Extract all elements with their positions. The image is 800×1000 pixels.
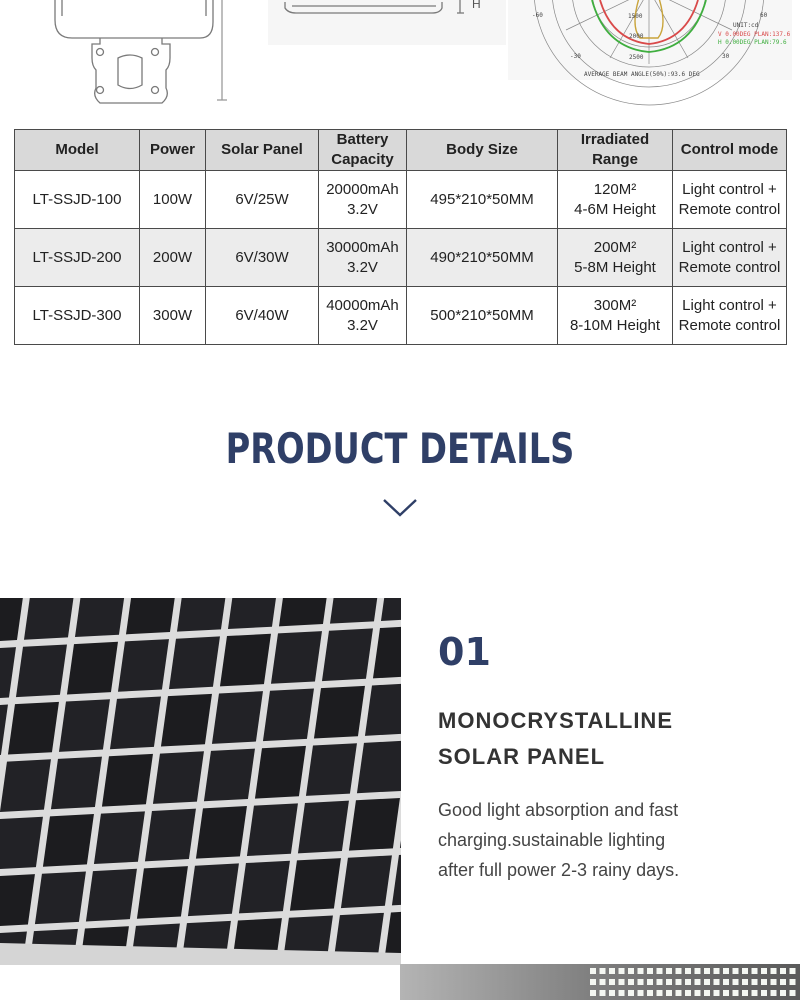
- top-drawings: [0, 0, 800, 128]
- header-power: Power: [140, 130, 206, 171]
- spec-table: [14, 129, 787, 345]
- cell-range: 120M² 4-6M Height: [558, 171, 673, 229]
- angle-label: 60: [760, 12, 768, 19]
- header-model: Model: [15, 130, 140, 171]
- chart-caption: AVERAGE BEAM ANGLE(50%):93.6 DEG: [584, 71, 700, 78]
- led-chip: [647, 968, 653, 974]
- led-chip: [685, 990, 691, 996]
- section-title: PRODUCT DETAILS: [225, 424, 575, 473]
- led-chip: [723, 979, 729, 985]
- led-chip: [742, 968, 748, 974]
- led-chip: [657, 979, 663, 985]
- solar-cell: [118, 639, 169, 692]
- cell-range: 200M² 5-8M Height: [558, 229, 673, 287]
- cell-solar-panel: 6V/30W: [206, 229, 319, 287]
- solar-cell: [177, 598, 228, 632]
- solar-cell: [381, 598, 401, 621]
- solar-cell: [16, 644, 67, 697]
- solar-cell: [341, 855, 392, 908]
- angle-label: -30: [570, 53, 581, 60]
- led-chip: [619, 968, 625, 974]
- height-label: H: [472, 0, 481, 11]
- legend-item: V 0.00DEG PLAN:137.6: [718, 31, 791, 38]
- solar-cell: [43, 814, 94, 867]
- led-chip: [761, 968, 767, 974]
- feature-description: [438, 795, 783, 885]
- solar-cell: [239, 861, 290, 914]
- led-chip: [704, 968, 710, 974]
- led-chip: [695, 990, 701, 996]
- solar-cell: [357, 741, 401, 794]
- feature-description-line: Good light absorption and fast: [438, 800, 679, 820]
- solar-cell: [86, 869, 137, 922]
- led-chip: [638, 979, 644, 985]
- solar-cell: [290, 858, 341, 911]
- led-chip: [790, 990, 796, 996]
- led-chip: [609, 968, 615, 974]
- legend-title: UNIT:cd: [733, 22, 759, 29]
- led-chip: [771, 968, 777, 974]
- led-chip: [752, 968, 758, 974]
- led-chip: [647, 979, 653, 985]
- led-chip: [771, 979, 777, 985]
- cell-range: 300M² 8-10M Height: [558, 287, 673, 345]
- led-chip: [609, 979, 615, 985]
- cell-power: 100W: [140, 171, 206, 229]
- led-chip: [723, 968, 729, 974]
- led-chip: [685, 979, 691, 985]
- solar-cell: [145, 809, 196, 862]
- led-chip: [628, 968, 634, 974]
- led-chip: [780, 990, 786, 996]
- solar-cell: [8, 702, 59, 755]
- angle-label: 30: [722, 53, 730, 60]
- solar-cell: [322, 628, 373, 681]
- solar-cell: [0, 759, 51, 812]
- solar-cell: [0, 817, 43, 870]
- led-chip: [704, 990, 710, 996]
- led-chip: [638, 990, 644, 996]
- solar-cell: [220, 634, 271, 687]
- solar-cell: [51, 757, 102, 810]
- led-chip: [600, 979, 606, 985]
- cell-control-mode: Light control + Remote control: [673, 287, 787, 345]
- header-battery-capacity: Battery Capacity: [319, 130, 407, 171]
- solar-cell: [349, 798, 400, 851]
- solar-cell: [279, 598, 330, 626]
- led-chip: [752, 979, 758, 985]
- led-chip: [761, 990, 767, 996]
- led-chip: [619, 990, 625, 996]
- solar-cell: [306, 743, 357, 796]
- solar-cell: [35, 871, 86, 924]
- led-chip: [666, 979, 672, 985]
- cell-battery: 40000mAh 3.2V: [319, 287, 407, 345]
- led-chip: [666, 990, 672, 996]
- header-body-size: Body Size: [407, 130, 558, 171]
- led-chip: [609, 990, 615, 996]
- solar-cell: [247, 803, 298, 856]
- cell-model: LT-SSJD-300: [15, 287, 140, 345]
- table-row: [15, 287, 787, 345]
- chevron-down-icon: [381, 495, 419, 519]
- solar-cell: [228, 598, 279, 629]
- cell-solar-panel: 6V/25W: [206, 171, 319, 229]
- solar-cell: [188, 863, 239, 916]
- feature-title: [438, 703, 778, 775]
- solar-cell: [314, 686, 365, 739]
- header-control-mode: Control mode: [673, 130, 787, 171]
- solar-cell: [330, 598, 381, 624]
- lamp-side-drawing: [55, 0, 227, 103]
- header-solar-panel: Solar Panel: [206, 130, 319, 171]
- feature-description-line: charging.sustainable lighting: [438, 830, 666, 850]
- radial-label: 1500: [628, 13, 643, 20]
- led-chip: [628, 979, 634, 985]
- led-chip: [676, 990, 682, 996]
- solar-cell: [212, 691, 263, 744]
- cell-solar-panel: 6V/40W: [206, 287, 319, 345]
- solar-cell: [137, 866, 188, 919]
- cell-power: 300W: [140, 287, 206, 345]
- cell-control-mode: Light control + Remote control: [673, 171, 787, 229]
- feature-number: 01: [438, 630, 491, 674]
- table-row: [15, 171, 787, 229]
- solar-panel-image: [0, 598, 401, 965]
- led-chip: [638, 968, 644, 974]
- led-chip: [771, 990, 777, 996]
- led-chip: [780, 968, 786, 974]
- led-chip: [685, 968, 691, 974]
- led-chip: [752, 990, 758, 996]
- led-chip: [676, 979, 682, 985]
- solar-cell: [161, 694, 212, 747]
- led-chip: [742, 979, 748, 985]
- solar-cell: [169, 636, 220, 689]
- polar-distribution-chart: [508, 0, 792, 105]
- led-chip: [695, 979, 701, 985]
- led-chip: [704, 979, 710, 985]
- led-chip: [657, 990, 663, 996]
- solar-cell: [110, 697, 161, 750]
- cell-control-mode: Light control + Remote control: [673, 229, 787, 287]
- cell-battery: 30000mAh 3.2V: [319, 229, 407, 287]
- led-chip: [657, 968, 663, 974]
- led-chip: [733, 990, 739, 996]
- table-row: [15, 229, 787, 287]
- led-module-image: [400, 964, 800, 1000]
- solar-cell: [24, 598, 75, 640]
- solar-cell: [196, 806, 247, 859]
- led-chip: [600, 968, 606, 974]
- solar-cell: [67, 642, 118, 695]
- led-chip: [590, 979, 596, 985]
- solar-cell: [263, 688, 314, 741]
- cell-battery: 20000mAh 3.2V: [319, 171, 407, 229]
- cell-body-size: 490*210*50MM: [407, 229, 558, 287]
- solar-cell: [94, 811, 145, 864]
- solar-cell: [59, 699, 110, 752]
- led-chip: [590, 990, 596, 996]
- lamp-profile-drawing: [268, 0, 506, 45]
- table-header-row: [15, 130, 787, 171]
- feature-title-line: SOLAR PANEL: [438, 744, 606, 769]
- solar-cell: [126, 598, 177, 634]
- led-chip: [733, 979, 739, 985]
- radial-label: 2500: [629, 54, 644, 61]
- cell-body-size: 495*210*50MM: [407, 171, 558, 229]
- led-chip: [714, 990, 720, 996]
- led-chip: [714, 979, 720, 985]
- radial-label: 2000: [629, 33, 644, 40]
- solar-cell: [153, 751, 204, 804]
- led-chip: [790, 979, 796, 985]
- header-irradiated-range: Irradiated Range: [558, 130, 673, 171]
- led-chip: [742, 990, 748, 996]
- cell-body-size: 500*210*50MM: [407, 287, 558, 345]
- led-chip: [780, 979, 786, 985]
- led-chip: [714, 968, 720, 974]
- led-chip: [647, 990, 653, 996]
- feature-title-line: MONOCRYSTALLINE: [438, 708, 673, 733]
- solar-cell: [255, 746, 306, 799]
- cell-model: LT-SSJD-200: [15, 229, 140, 287]
- led-chip: [676, 968, 682, 974]
- cell-model: LT-SSJD-100: [15, 171, 140, 229]
- feature-description-line: after full power 2-3 rainy days.: [438, 860, 680, 880]
- led-chip: [695, 968, 701, 974]
- solar-cell: [271, 631, 322, 684]
- led-chip: [733, 968, 739, 974]
- solar-cell: [102, 754, 153, 807]
- led-chip: [666, 968, 672, 974]
- solar-cell: [75, 598, 126, 637]
- solar-cell: [204, 749, 255, 802]
- led-chip: [619, 979, 625, 985]
- led-chip: [600, 990, 606, 996]
- legend-item: H 0.00DEG PLAN:79.6: [718, 39, 787, 46]
- led-chip: [761, 979, 767, 985]
- led-chip: [790, 968, 796, 974]
- cell-power: 200W: [140, 229, 206, 287]
- solar-cell: [298, 801, 349, 854]
- led-chip: [590, 968, 596, 974]
- led-chip: [723, 990, 729, 996]
- led-chip: [628, 990, 634, 996]
- angle-label: -60: [532, 12, 543, 19]
